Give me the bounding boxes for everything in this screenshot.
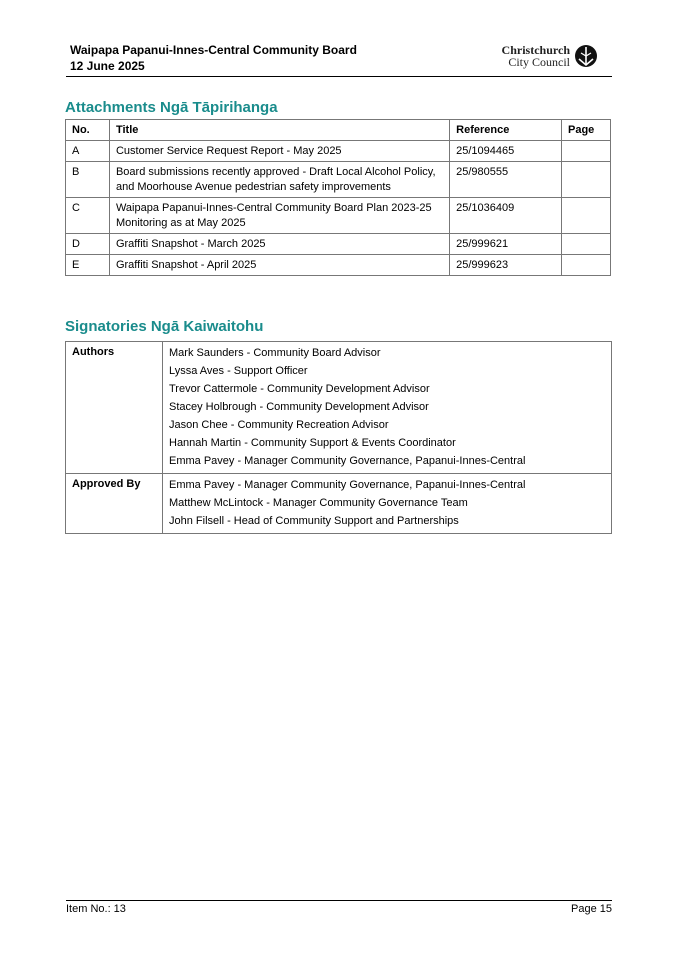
column-header-page: Page [562,120,611,141]
attachment-page [562,255,611,276]
attachment-page [562,141,611,162]
author-name: Emma Pavey - Manager Community Governance, Papanui-Innes-Central [169,455,526,467]
author-name: Jason Chee - Community Recreation Advisor [169,419,389,431]
attachment-title: Waipapa Papanui-Innes-Central Community Board Plan 2023-25 Monitoring as at May 2025 [109,198,449,234]
attachment-no: D [66,234,110,255]
column-header-reference: Reference [450,120,562,141]
attachment-no: C [66,198,110,234]
attachment-no: E [66,255,110,276]
attachments-table [65,119,611,276]
approver-name: John Filsell - Head of Community Support and Partnerships [169,515,459,527]
signatories-heading: Signatories Ngā Kaiwaitohu [65,318,264,335]
attachment-no: B [66,162,110,198]
column-header-title: Title [109,120,449,141]
page-number: Page 15 [571,903,612,915]
attachment-reference: 25/980555 [450,162,562,198]
authors-row [66,342,612,474]
table-header-row [66,120,611,141]
table-row [66,162,611,198]
attachment-page [562,234,611,255]
council-emblem-icon [574,44,598,68]
author-name: Mark Saunders - Community Board Advisor [169,347,381,359]
approved-by-label: Approved By [66,474,163,534]
attachment-reference: 25/999621 [450,234,562,255]
attachment-page [562,162,611,198]
author-name: Lyssa Aves - Support Officer [169,365,308,377]
author-name: Trevor Cattermole - Community Development Advisor [169,383,430,395]
meeting-date: 12 June 2025 [70,59,145,73]
column-header-no: No. [66,120,110,141]
logo-line-1: Christchurch [501,43,570,57]
attachment-reference: 25/999623 [450,255,562,276]
page-header [66,40,612,77]
approver-name: Emma Pavey - Manager Community Governance, Papanui-Innes-Central [169,479,526,491]
table-row [66,255,611,276]
table-row [66,141,611,162]
attachment-title: Graffiti Snapshot - March 2025 [109,234,449,255]
board-name: Waipapa Papanui-Innes-Central Community Board [70,43,357,57]
attachment-page [562,198,611,234]
logo-line-2: City Council [508,55,570,69]
attachment-reference: 25/1094465 [450,141,562,162]
authors-list [163,342,612,474]
attachment-reference: 25/1036409 [450,198,562,234]
item-number: Item No.: 13 [66,903,126,915]
attachment-no: A [66,141,110,162]
page-footer [66,900,612,915]
council-logo [502,42,598,70]
attachments-heading: Attachments Ngā Tāpirihanga [65,99,278,116]
table-row [66,234,611,255]
approver-name: Matthew McLintock - Manager Community Governance Team [169,497,468,509]
attachment-title: Graffiti Snapshot - April 2025 [109,255,449,276]
author-name: Stacey Holbrough - Community Development Advisor [169,401,429,413]
approvers-list [163,474,612,534]
signatories-table [65,341,612,534]
authors-label: Authors [66,342,163,474]
author-name: Hannah Martin - Community Support & Events Coordinator [169,437,456,449]
attachment-title: Board submissions recently approved - Draft Local Alcohol Policy, and Moorhouse Avenue pedestrian safety improvements [109,162,449,198]
approved-by-row [66,474,612,534]
table-row [66,198,611,234]
attachment-title: Customer Service Request Report - May 2025 [109,141,449,162]
